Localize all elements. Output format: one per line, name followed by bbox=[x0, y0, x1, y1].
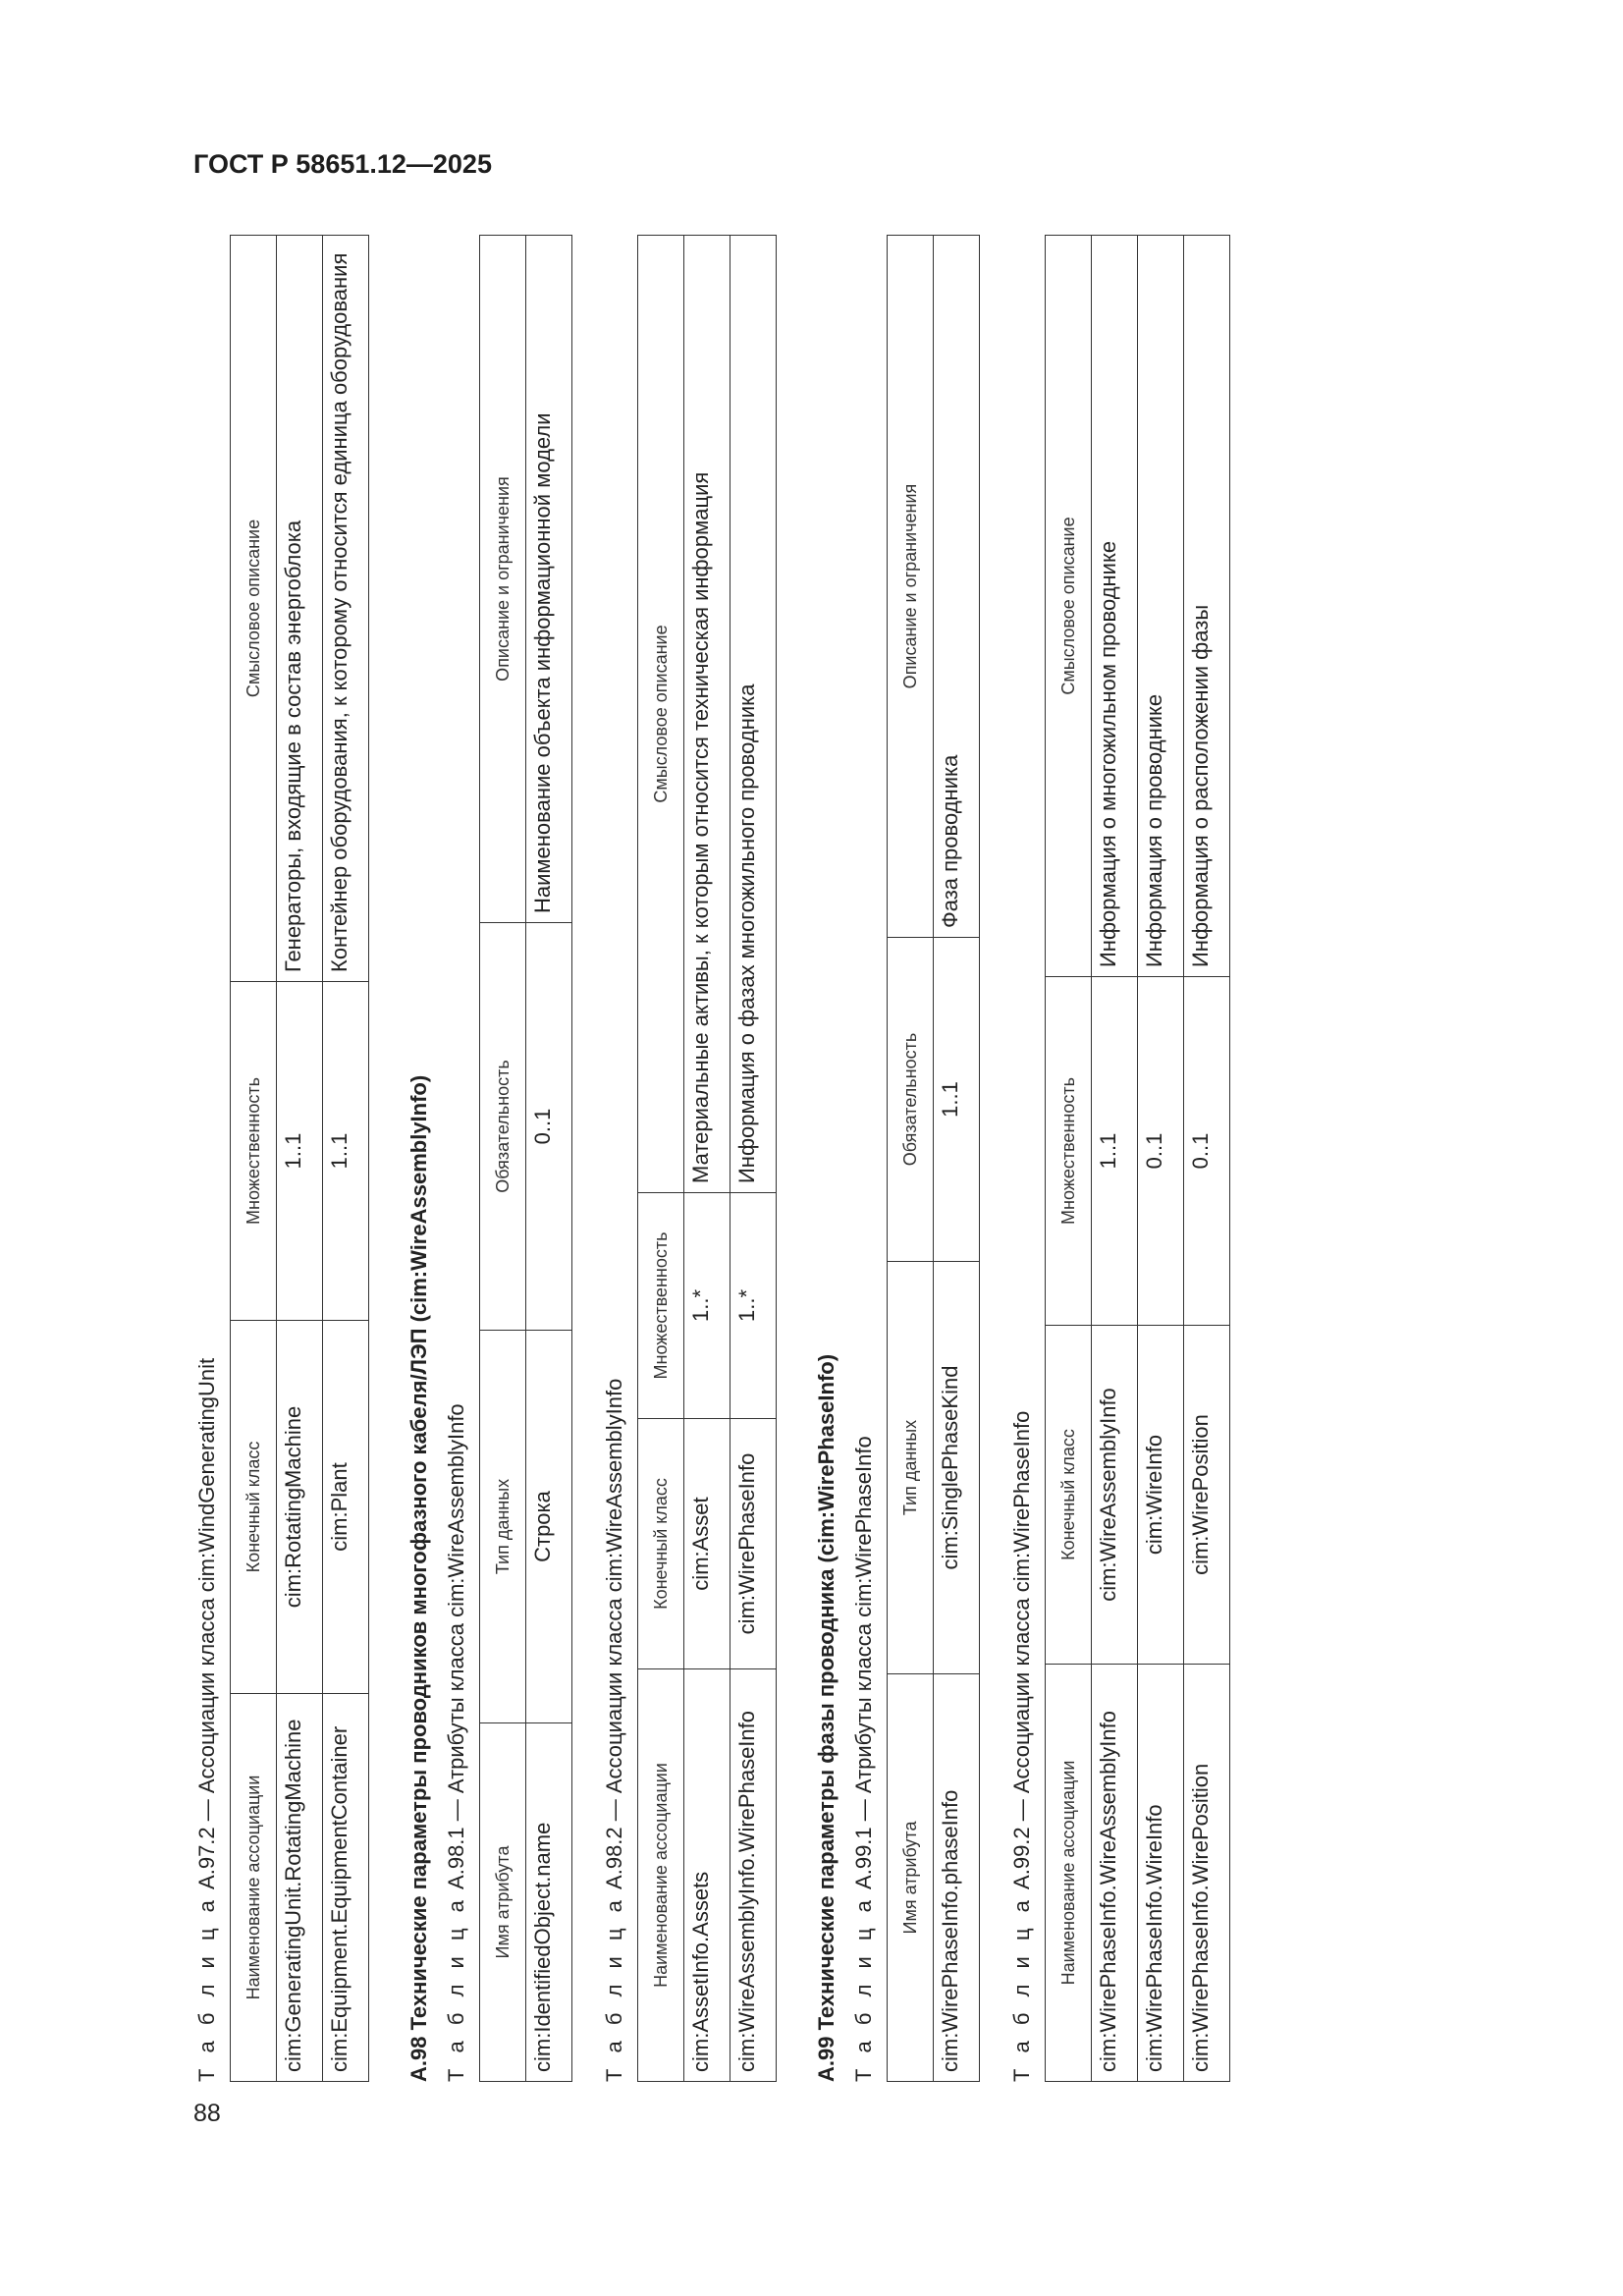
table-cell: 1..1 bbox=[934, 938, 980, 1262]
table-cell: cim:Asset bbox=[684, 1419, 730, 1669]
section-heading-a99: А.99 Технические параметры фазы проводника (cim:WirePhaseInfo) bbox=[814, 1353, 839, 2082]
table-cell: 1..1 bbox=[1092, 977, 1138, 1326]
table-cell: 1..* bbox=[684, 1193, 730, 1419]
caption-a98-1 bbox=[444, 236, 469, 2082]
table-a98-2 bbox=[637, 235, 777, 2082]
table-cell: Информация о расположении фазы bbox=[1184, 236, 1230, 977]
table-header-row bbox=[888, 236, 934, 2082]
column-header: Обязательность bbox=[888, 938, 934, 1262]
page-number: 88 bbox=[193, 2100, 221, 2127]
table-cell: Материальные активы, к которым относится техническая информация bbox=[684, 236, 730, 1193]
table-cell: cim:Plant bbox=[323, 1321, 369, 1694]
column-header: Наименование ассоциации bbox=[1046, 1665, 1092, 2082]
caption-a99-2 bbox=[1009, 236, 1035, 2082]
table-cell: cim:WireAssemblyInfo.WirePhaseInfo bbox=[730, 1669, 777, 2082]
table-cell: 1..* bbox=[730, 1193, 777, 1419]
table-cell: Строка bbox=[526, 1331, 572, 1723]
caption-prefix: Т а б л и ц а bbox=[851, 1895, 876, 2082]
table-a99-2 bbox=[1045, 235, 1230, 2082]
caption-text: А.97.2 — Ассоциации класса cim:WindGeneratingUnit bbox=[194, 1357, 219, 1889]
table-row bbox=[934, 236, 980, 2082]
caption-text: А.98.1 — Атрибуты класса cim:WireAssemblyInfo bbox=[444, 1403, 468, 1889]
caption-text: А.99.1 — Атрибуты класса cim:WirePhaseInfo bbox=[851, 1436, 876, 1889]
section-heading-a98: А.98 Технические параметры проводников многофазного кабеля/ЛЭП (cim:WireAssemblyInfo) bbox=[406, 1074, 431, 2082]
table-cell: cim:Equipment.EquipmentContainer bbox=[323, 1694, 369, 2082]
table-cell: Наименование объекта информационной модели bbox=[526, 236, 572, 923]
table-cell: Информация о проводнике bbox=[1138, 236, 1184, 977]
table-row bbox=[684, 236, 730, 2082]
table-row bbox=[730, 236, 777, 2082]
standard-designation: ГОСТ Р 58651.12—2025 bbox=[193, 149, 492, 179]
column-header: Описание и ограничения bbox=[888, 236, 934, 938]
table-cell: cim:RotatingMachine bbox=[277, 1321, 323, 1694]
table-cell: cim:WireInfo bbox=[1138, 1326, 1184, 1665]
table-row bbox=[277, 236, 323, 2082]
table-row bbox=[526, 236, 572, 2082]
column-header: Имя атрибута bbox=[480, 1723, 526, 2082]
column-header: Множественность bbox=[1046, 977, 1092, 1326]
table-a99-1 bbox=[887, 235, 980, 2082]
table-cell: cim:AssetInfo.Assets bbox=[684, 1669, 730, 2082]
table-a98-1 bbox=[479, 235, 572, 2082]
column-header: Имя атрибута bbox=[888, 1674, 934, 2082]
caption-a99-1 bbox=[851, 236, 877, 2082]
table-cell: 0..1 bbox=[1138, 977, 1184, 1326]
column-header: Наименование ассоциации bbox=[638, 1669, 684, 2082]
table-cell: 1..1 bbox=[277, 982, 323, 1321]
column-header: Описание и ограничения bbox=[480, 236, 526, 923]
table-cell: Информация о многожильном проводнике bbox=[1092, 236, 1138, 977]
caption-text: А.99.2 — Ассоциации класса cim:WirePhaseInfo bbox=[1009, 1410, 1034, 1889]
column-header: Смысловое описание bbox=[231, 236, 277, 982]
table-cell: 1..1 bbox=[323, 982, 369, 1321]
caption-prefix: Т а б л и ц а bbox=[194, 1895, 219, 2082]
caption-prefix: Т а б л и ц а bbox=[444, 1895, 468, 2082]
caption-a97-2 bbox=[194, 236, 220, 2082]
table-cell: cim:WirePosition bbox=[1184, 1326, 1230, 1665]
table-row bbox=[323, 236, 369, 2082]
column-header: Тип данных bbox=[480, 1331, 526, 1723]
table-row bbox=[1092, 236, 1138, 2082]
column-header: Обязательность bbox=[480, 923, 526, 1331]
content-flow bbox=[191, 236, 1230, 2082]
table-cell: cim:IdentifiedObject.name bbox=[526, 1723, 572, 2082]
table-cell: 0..1 bbox=[1184, 977, 1230, 1326]
table-cell: cim:WirePhaseInfo.phaseInfo bbox=[934, 1674, 980, 2082]
table-cell: cim:WirePhaseInfo bbox=[730, 1419, 777, 1669]
column-header: Конечный класс bbox=[231, 1321, 277, 1694]
caption-prefix: Т а б л и ц а bbox=[1009, 1895, 1034, 2082]
table-row bbox=[1184, 236, 1230, 2082]
table-cell: Генераторы, входящие в состав энергоблока bbox=[277, 236, 323, 982]
table-a97-2 bbox=[230, 235, 369, 2082]
column-header: Множественность bbox=[231, 982, 277, 1321]
table-cell: Информация о фазах многожильного проводника bbox=[730, 236, 777, 1193]
table-cell: cim:GeneratingUnit.RotatingMachine bbox=[277, 1694, 323, 2082]
column-header: Тип данных bbox=[888, 1262, 934, 1674]
table-cell: cim:WirePhaseInfo.WirePosition bbox=[1184, 1665, 1230, 2082]
caption-prefix: Т а б л и ц а bbox=[602, 1895, 626, 2082]
table-header-row bbox=[480, 236, 526, 2082]
column-header: Наименование ассоциации bbox=[231, 1694, 277, 2082]
column-header: Смысловое описание bbox=[1046, 236, 1092, 977]
table-cell: Фаза проводника bbox=[934, 236, 980, 938]
table-cell: cim:SinglePhaseKind bbox=[934, 1262, 980, 1674]
table-cell: Контейнер оборудования, к которому относится единица оборудования bbox=[323, 236, 369, 982]
caption-a98-2 bbox=[602, 236, 627, 2082]
table-cell: cim:WirePhaseInfo.WireAssemblyInfo bbox=[1092, 1665, 1138, 2082]
table-row bbox=[1138, 236, 1184, 2082]
table-cell: cim:WireAssemblyInfo bbox=[1092, 1326, 1138, 1665]
table-header-row bbox=[1046, 236, 1092, 2082]
column-header: Множественность bbox=[638, 1193, 684, 1419]
table-cell: 0..1 bbox=[526, 923, 572, 1331]
column-header: Конечный класс bbox=[1046, 1326, 1092, 1665]
caption-text: А.98.2 — Ассоциации класса cim:WireAssemblyInfo bbox=[602, 1378, 626, 1889]
column-header: Конечный класс bbox=[638, 1419, 684, 1669]
rotated-content bbox=[191, 236, 1429, 2082]
column-header: Смысловое описание bbox=[638, 236, 684, 1193]
table-header-row bbox=[231, 236, 277, 2082]
table-cell: cim:WirePhaseInfo.WireInfo bbox=[1138, 1665, 1184, 2082]
table-header-row bbox=[638, 236, 684, 2082]
